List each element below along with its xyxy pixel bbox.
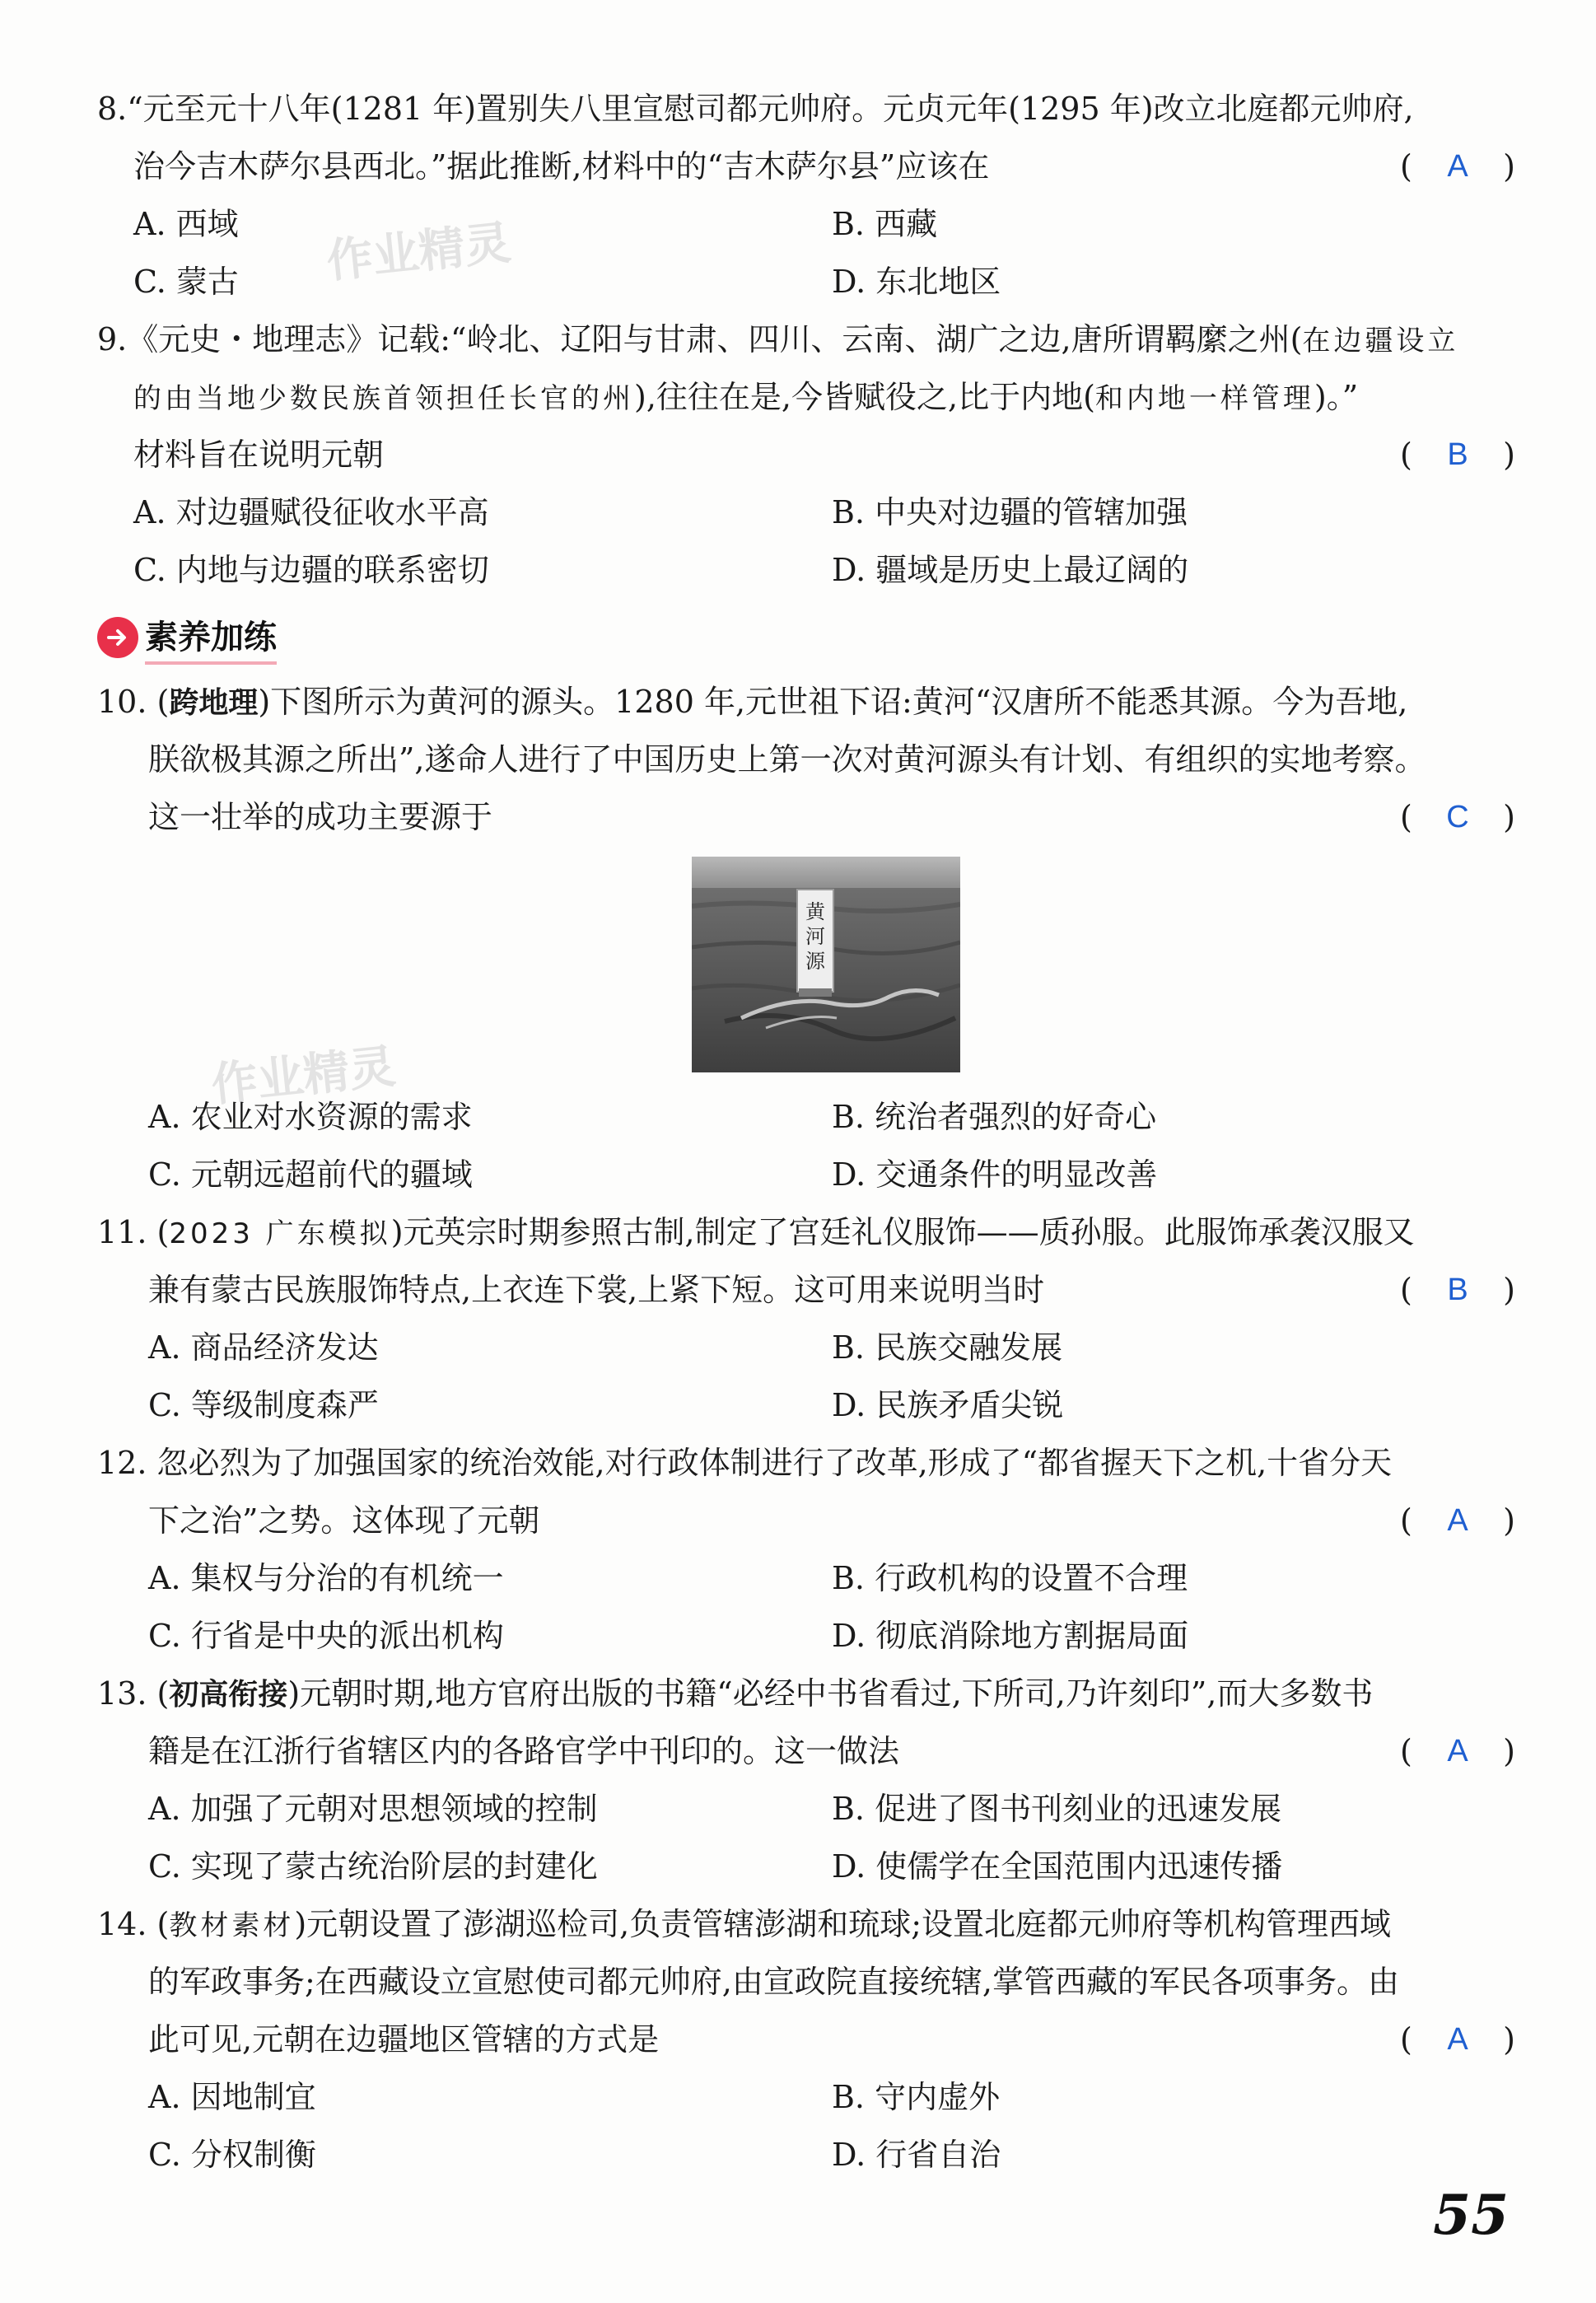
q14-number: 14. ( <box>97 1906 170 1942</box>
q9-line1 <box>97 320 1458 361</box>
q13-tag: 初高衔接 <box>169 1678 288 1712</box>
q14-option-d: D. 行省自治 <box>832 2137 1001 2173</box>
q10-line2: 朕欲极其源之所出”,遂命人进行了中国历史上第一次对黄河源头有计划、有组织的实地考察。 <box>148 741 1426 778</box>
q11-text: )元英宗时期参照古制,制定了宫廷礼仪服饰——质孙服。此服饰承袭汉服又 <box>390 1214 1415 1250</box>
watermark: 作业精灵 <box>324 216 514 289</box>
q11-answer: ( B ) <box>1400 1272 1515 1308</box>
q8-line1: 8.“元至元十八年(1281 年)置别失八里宣慰司都元帅府。元贞元年(1295 年)改立北庭都元帅府, <box>97 91 1414 127</box>
q9-answer: ( B ) <box>1400 437 1515 473</box>
q10-line1 <box>97 682 1407 723</box>
q8-line2: 治今吉木萨尔县西北。”据此推断,材料中的“吉木萨尔县”应该在 <box>133 148 990 185</box>
q12-line2: 下之治”之势。这体现了元朝 <box>148 1502 540 1539</box>
q10-line3: 这一壮举的成功主要源于 <box>148 799 493 835</box>
q9-line2-note2: 和内地一样管理 <box>1094 382 1314 415</box>
q11-line2: 兼有蒙古民族服饰特点,上衣连下裳,上紧下短。这可用来说明当时 <box>148 1272 1045 1308</box>
q11-option-c: C. 等级制度森严 <box>148 1387 379 1423</box>
q12-line1: 12. 忽必烈为了加强国家的统治效能,对行政体制进行了改革,形成了“都省握天下之机,十省分天 <box>97 1445 1393 1481</box>
q10-option-d: D. 交通条件的明显改善 <box>832 1156 1158 1193</box>
q13-number: 13. ( <box>97 1675 170 1712</box>
section-heading <box>97 614 277 661</box>
q13-option-c: C. 实现了蒙古统治阶层的封建化 <box>148 1848 598 1885</box>
q10-option-c: C. 元朝远超前代的疆域 <box>148 1156 473 1193</box>
watermark: 作业精灵 <box>208 1039 399 1113</box>
q12-option-b: B. 行政机构的设置不合理 <box>832 1560 1188 1596</box>
section-title: 素养加练 <box>145 611 277 665</box>
q10-option-b: B. 统治者强烈的好奇心 <box>832 1099 1157 1135</box>
answer-letter: A <box>1447 1734 1468 1768</box>
q12-option-d: D. 彻底消除地方割据局面 <box>832 1618 1189 1654</box>
q9-line3: 材料旨在说明元朝 <box>133 437 385 473</box>
q13-line2: 籍是在江浙行省辖区内的各路官学中刊印的。这一做法 <box>148 1733 900 1769</box>
q9-line2-note: 的由当地少数民族首领担任长官的州 <box>133 382 634 415</box>
answer-letter: A <box>1447 2022 1468 2057</box>
q14-tag: 教材素材 <box>169 1909 295 1942</box>
q11-option-d: D. 民族矛盾尖锐 <box>832 1387 1064 1423</box>
q12-option-c: C. 行省是中央的派出机构 <box>148 1618 504 1654</box>
answer-letter: B <box>1447 437 1468 472</box>
q9-line2-end: )。” <box>1314 379 1359 415</box>
q14-text: )元朝设置了澎湖巡检司,负责管辖澎湖和琉球;设置北庭都元帅府等机构管理西域 <box>294 1906 1392 1942</box>
q14-answer: ( A ) <box>1400 2021 1515 2058</box>
q8-option-c: C. 蒙古 <box>133 264 239 300</box>
q13-text: )元朝时期,地方官府出版的书籍“必经中书省看过,下所司,乃许刻印”,而大多数书 <box>287 1675 1374 1712</box>
q13-option-d: D. 使儒学在全国范围内迅速传播 <box>832 1848 1283 1885</box>
q11-option-a: A. 商品经济发达 <box>148 1329 379 1366</box>
q12-option-a: A. 集权与分治的有机统一 <box>148 1560 504 1596</box>
q11-tag: 2023 广东模拟 <box>169 1217 391 1250</box>
q14-line2: 的军政事务;在西藏设立宣慰使司都元帅府,由宣政院直接统辖,掌管西藏的军民各项事务。由 <box>148 1964 1399 2000</box>
q8-option-a: A. 西域 <box>133 206 239 242</box>
q12-answer: ( A ) <box>1400 1502 1515 1539</box>
q9-option-d: D. 疆域是历史上最辽阔的 <box>832 552 1189 588</box>
q9-option-b: B. 中央对边疆的管辖加强 <box>832 494 1188 530</box>
q14-line3: 此可见,元朝在边疆地区管辖的方式是 <box>148 2021 660 2058</box>
answer-letter: A <box>1447 1503 1468 1538</box>
q14-option-c: C. 分权制衡 <box>148 2137 316 2173</box>
q13-option-a: A. 加强了元朝对思想领域的控制 <box>148 1791 598 1827</box>
q9-line2 <box>133 377 1358 418</box>
q13-line1 <box>97 1674 1373 1715</box>
q10-text: )下图所示为黄河的源头。1280 年,元世祖下诏:黄河“汉唐所不能悉其源。今为吾地, <box>258 684 1408 720</box>
q9-option-a: A. 对边疆赋役征收水平高 <box>133 494 489 530</box>
q8-option-d: D. 东北地区 <box>832 264 1001 300</box>
q9-option-c: C. 内地与边疆的联系密切 <box>133 552 489 588</box>
q9-line1-note: 在边疆设立 <box>1302 325 1459 357</box>
q10-tag: 跨地理 <box>169 686 259 720</box>
answer-letter: A <box>1447 149 1468 184</box>
q14-option-b: B. 守内虚外 <box>832 2079 1001 2115</box>
q14-line1 <box>97 1904 1391 1946</box>
q9-line2-text: ),往往在是,今皆赋役之,比于内地( <box>634 379 1095 415</box>
q13-option-b: B. 促进了图书刊刻业的迅速发展 <box>832 1791 1282 1827</box>
q11-option-b: B. 民族交融发展 <box>832 1329 1063 1366</box>
q14-option-a: A. 因地制宜 <box>148 2079 316 2115</box>
page-number: 55 <box>1433 2183 1509 2247</box>
q9-line1-text: 9.《元史・地理志》记载:“岭北、辽阳与甘肃、四川、云南、湖广之边,唐所谓羁縻之州( <box>97 321 1303 357</box>
q10-option-a: A. 农业对水资源的需求 <box>148 1099 473 1135</box>
q11-number: 11. ( <box>97 1214 170 1250</box>
photo-sign-text: 黄河源 <box>805 900 825 973</box>
q11-line1 <box>97 1212 1415 1254</box>
yellow-river-source-photo <box>692 857 960 1072</box>
answer-letter: B <box>1447 1273 1468 1307</box>
answer-letter: C <box>1446 800 1469 834</box>
q10-answer: ( C ) <box>1400 799 1515 835</box>
arrow-right-icon <box>97 617 138 658</box>
q10-number: 10. ( <box>97 684 170 720</box>
q13-answer: ( A ) <box>1400 1733 1515 1769</box>
q8-option-b: B. 西藏 <box>832 206 938 242</box>
q8-answer: ( A ) <box>1400 148 1515 185</box>
